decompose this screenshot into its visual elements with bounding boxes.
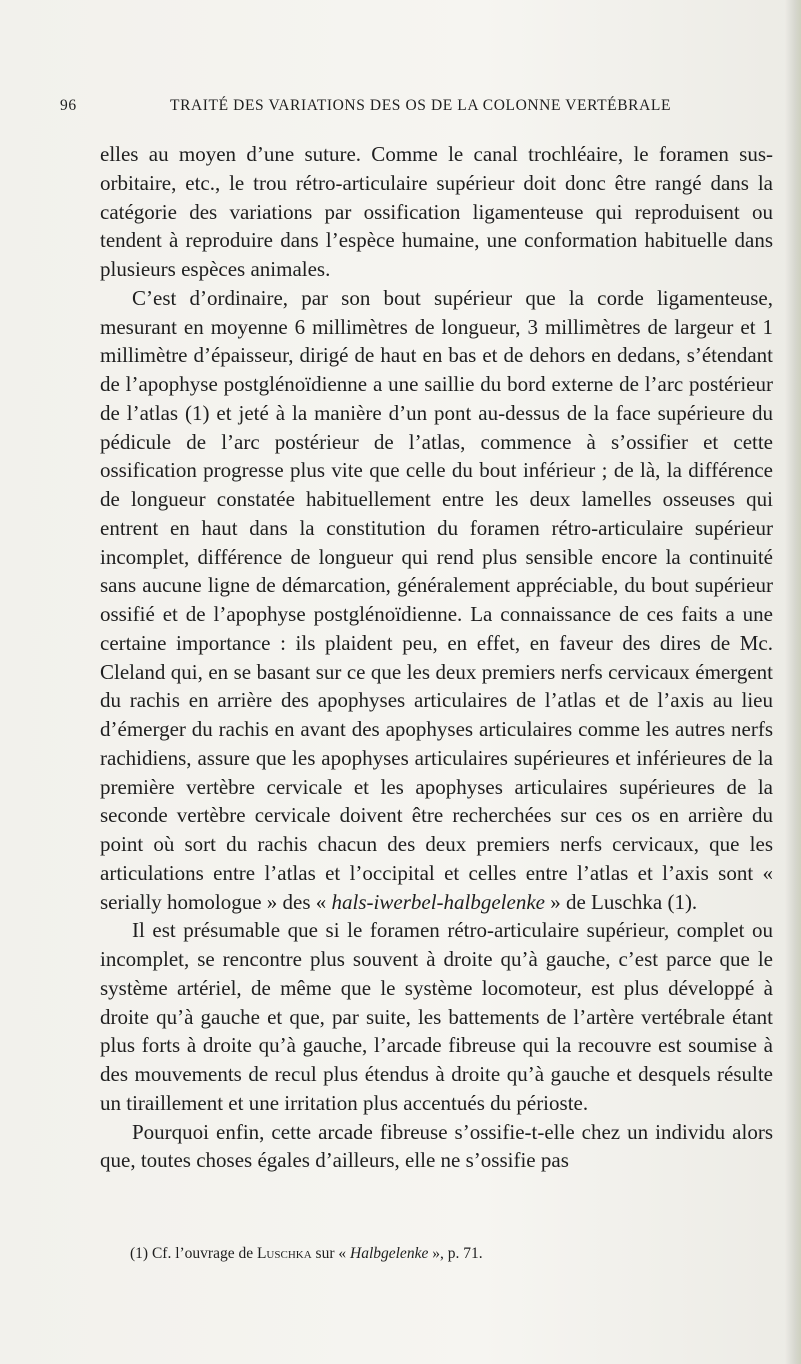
page-edge-shadow — [785, 0, 801, 1364]
body-text — [100, 140, 773, 1175]
paragraph-2 — [100, 284, 773, 917]
page-number: 96 — [60, 97, 77, 114]
footnote-middle: sur « — [311, 1245, 350, 1262]
paragraph-3: Il est présumable que si le foramen rétro-articulaire supérieur, complet ou incomplet, se rencontre plus souvent à droite qu’à gauche, c’est parce que le système artériel, de même que le système locomoteur, est plus développé à droite qu’à gauche et que, par suite, les battements de l’artère vertébrale étant plus forts à droite qu’à gauche, l’arcade fibreuse qui la recouvre est soumise à des mouvements de recul plus étendus à droite qu’à gauche et desquels résulte un tiraillement et une irritation plus accentués du périoste. — [100, 918, 773, 1115]
paragraph-2-italic-term: hals-iwerbel-halbgelenke — [331, 889, 545, 914]
page-header — [60, 97, 770, 123]
footnote-author: Luschka — [256, 1245, 312, 1262]
footnote-suffix: », p. 71. — [428, 1245, 483, 1262]
running-title: TRAITÉ DES VARIATIONS DES OS DE LA COLONNE VERTÉBRALE — [170, 97, 672, 114]
paragraph-2-end: » de Luschka (1). — [544, 889, 698, 914]
footnote-title: Halbgelenke — [350, 1245, 429, 1262]
paragraph-2-text: C’est d’ordinaire, par son bout supérieur que la corde ligamenteuse, mesurant en moyenne 6 millimètres de longueur, 3 millimètres de largeur et 1 millimètre d’épaisseur, dirigé de haut en bas et de dehors en dedans, s’étendant de l’apophyse postglénoïdienne a une saillie du bord externe de l’arc postérieur de l’atlas (1) et jeté à la manière d’un pont au-dessus de la face supérieure du pédicule de l’arc postérieur de l’atlas, commence à s’ossifier et cette ossification progresse plus vite que celle du bout inférieur ; de là, la différence de longueur constatée habituellement entre les deux lamelles osseuses qui entrent en haut dans la constitution du foramen rétro-articulaire supérieur incomplet, différence de longueur qui rend plus sensible encore la continuité sans aucune ligne de démarcation, généralement appréciable, du bout supérieur ossifié et de l’apophyse postglénoïdienne. La connaissance de ces faits a une certaine importance : ils plaident peu, en effet, en faveur des dires de Mc. Cleland qui, en se basant sur ce que les deux premiers nerfs cervicaux émergent du rachis en arrière des apophyses articulaires de l’atlas et de l’axis au lieu d’émerger du rachis en avant des apophyses articulaires comme les autres nerfs rachidiens, assure que les apophyses articulaires supérieures et inférieures de la première vertèbre cervicale et les apophyses articulaires supérieures de la seconde vertèbre cervicale doivent être recherchées sur ces os en arrière du point où sort du rachis chacun des deux premiers nerfs cervicaux, que les articulations entre l’atlas et l’occipital et celles entre l’atlas et l’axis sont « serially homologue » des « — [100, 285, 773, 914]
footnote-prefix: (1) Cf. l’ouvrage de — [130, 1245, 257, 1262]
footnote — [130, 1245, 770, 1263]
paragraph-4: Pourquoi enfin, cette arcade fibreuse s’ossifie-t-elle chez un individu alors que, toutes choses égales d’ailleurs, elle ne s’ossifie pas — [100, 1119, 773, 1173]
paragraph-1: elles au moyen d’une suture. Comme le canal trochléaire, le foramen sus-orbitaire, etc., le trou rétro-articulaire supérieur doit donc être rangé dans la catégorie des variations par ossification ligamenteuse qui reproduisent ou tendent à reproduire dans l’espèce humaine, une conformation habituelle dans plusieurs espèces animales. — [100, 142, 773, 281]
